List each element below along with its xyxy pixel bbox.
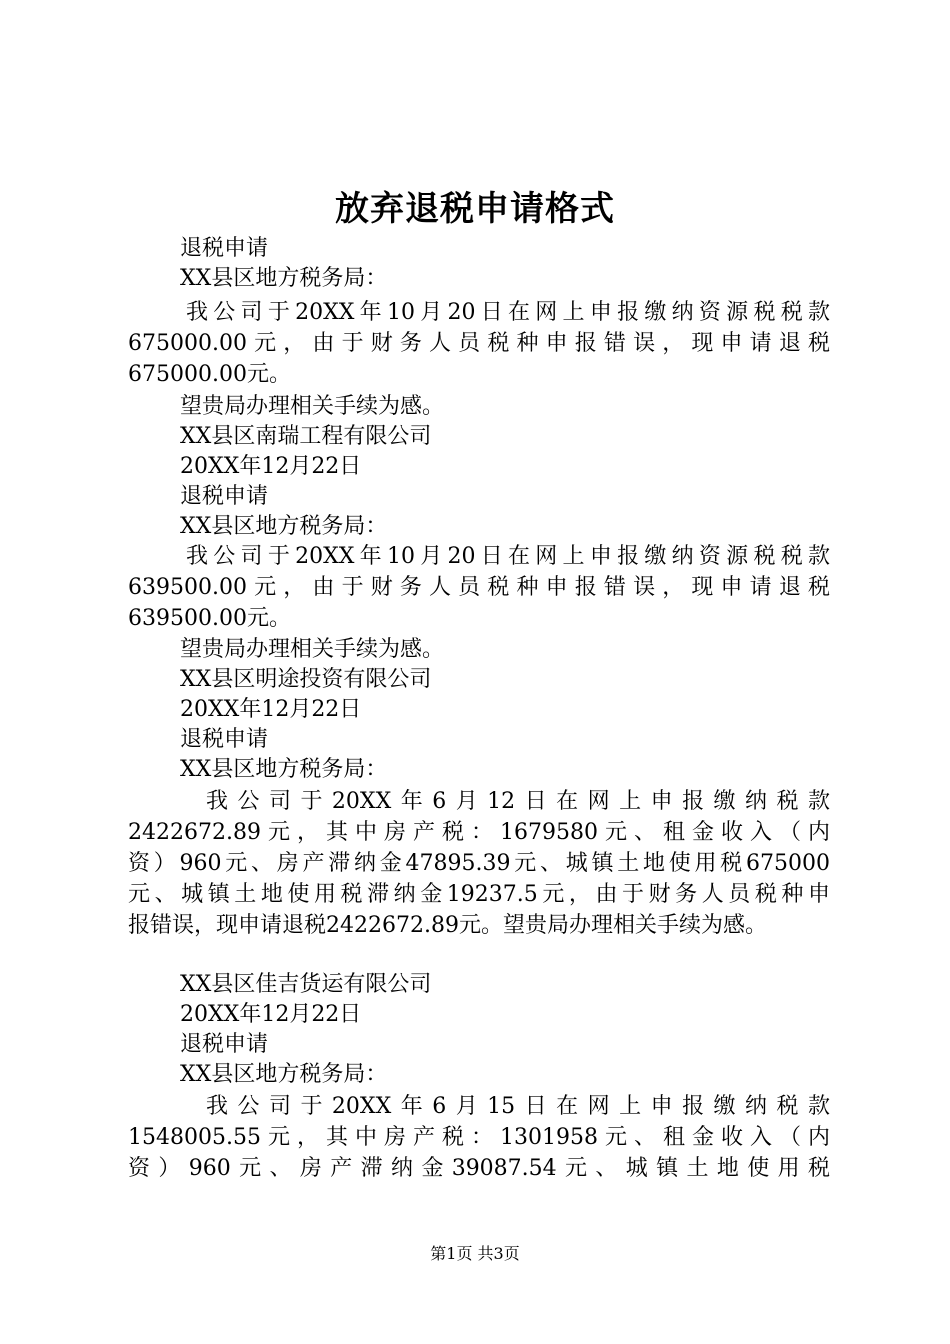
- heading-refund-application-4: 退税申请: [180, 1032, 269, 1057]
- closing-line-2: 望贵局办理相关手续为感。: [180, 637, 445, 662]
- heading-refund-application-1: 退税申请: [180, 236, 269, 261]
- addressee-1: XX县区地方税务局：: [180, 266, 388, 291]
- date-line-1: 20XX年12月22日: [180, 454, 362, 479]
- paragraph-line: 我公司于20XX年10月20日在网上申报缴纳资源税税款: [186, 544, 830, 569]
- document-title: 放弃退税申请格式: [335, 189, 615, 229]
- company-name-2: XX县区明途投资有限公司: [180, 667, 432, 692]
- paragraph-line: 我公司于20XX年6月15日在网上申报缴纳税款: [206, 1094, 830, 1119]
- addressee-4: XX县区地方税务局：: [180, 1062, 388, 1087]
- addressee-2: XX县区地方税务局：: [180, 514, 388, 539]
- date-line-3: 20XX年12月22日: [180, 1002, 362, 1027]
- paragraph-line: 我公司于20XX年6月12日在网上申报缴纳税款: [206, 789, 830, 814]
- heading-refund-application-2: 退税申请: [180, 484, 269, 509]
- paragraph-line: 675000.00元，由于财务人员税种申报错误，现申请退税: [128, 331, 830, 356]
- addressee-3: XX县区地方税务局：: [180, 757, 388, 782]
- paragraph-line: 报错误，现申请退税2422672.89元。望贵局办理相关手续为感。: [128, 913, 767, 938]
- page-footer: 第1页 共3页: [430, 1244, 520, 1263]
- paragraph-line: 资）960元、房产滞纳金39087.54元、城镇土地使用税: [128, 1156, 830, 1181]
- paragraph-line: 1548005.55元，其中房产税：1301958元、租金收入（内: [128, 1125, 830, 1150]
- paragraph-line: 2422672.89元，其中房产税：1679580元、租金收入（内: [128, 820, 830, 845]
- date-line-2: 20XX年12月22日: [180, 697, 362, 722]
- paragraph-line: 639500.00元，由于财务人员税种申报错误，现申请退税: [128, 575, 830, 600]
- paragraph-line: 资）960元、房产滞纳金47895.39元、城镇土地使用税675000: [128, 851, 830, 876]
- closing-line-1: 望贵局办理相关手续为感。: [180, 394, 445, 419]
- company-name-1: XX县区南瑞工程有限公司: [180, 424, 432, 449]
- heading-refund-application-3: 退税申请: [180, 727, 269, 752]
- company-name-3: XX县区佳吉货运有限公司: [180, 972, 432, 997]
- paragraph-line: 639500.00元。: [128, 606, 291, 631]
- paragraph-line: 元、城镇土地使用税滞纳金19237.5元，由于财务人员税种申: [128, 882, 830, 907]
- paragraph-line: 675000.00元。: [128, 362, 291, 387]
- paragraph-line: 我公司于20XX年10月20日在网上申报缴纳资源税税款: [186, 300, 830, 325]
